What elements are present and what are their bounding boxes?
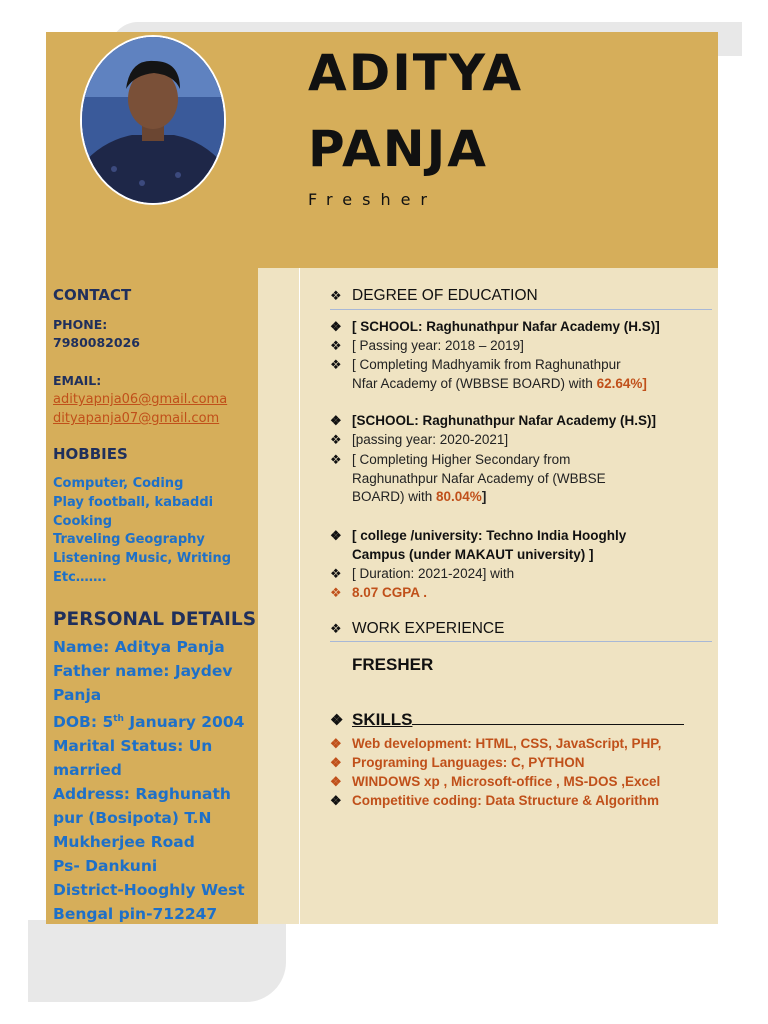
school1-title: [ SCHOOL: Raghunathpur Nafar Academy (H.S)] <box>352 319 660 334</box>
phone-label: PHONE: <box>53 317 108 332</box>
role-title: Fresher <box>308 190 438 209</box>
hobbies-heading: HOBBIES <box>53 445 128 463</box>
school2-passing-row <box>330 431 508 450</box>
contact-heading: CONTACT <box>53 286 132 304</box>
college-title-row <box>330 527 626 564</box>
resume-page <box>46 32 718 924</box>
education-heading-row <box>330 287 538 305</box>
dob-suffix: January 2004 <box>123 713 245 732</box>
college-duration: [ Duration: 2021-2024] with <box>352 566 515 581</box>
email-link-1[interactable]: adityapnja06@gmail.coma <box>53 392 228 407</box>
school2-desc-line3: BOARD) with <box>352 489 437 504</box>
profile-photo <box>80 35 226 205</box>
phone-number: 7980082026 <box>53 335 140 350</box>
bullet-icon: ❖ <box>330 755 342 770</box>
last-name: PANJA <box>308 120 488 178</box>
hobbies-list <box>53 475 231 588</box>
bullet-icon: ❖ <box>330 621 342 636</box>
list-item: Etc……. <box>53 569 107 585</box>
school1-desc-line1: [ Completing Madhyamik from Raghunathpur <box>352 357 621 372</box>
school2-title: [SCHOOL: Raghunathpur Nafar Academy (H.S)] <box>352 413 657 428</box>
skills-heading: SKILLS <box>352 710 413 729</box>
list-item: Ps- Dankuni <box>53 857 158 876</box>
school2-desc-line2: Raghunathpur Nafar Academy of (WBBSE <box>352 470 606 486</box>
email-link-2[interactable]: dityapanja07@gmail.com <box>53 411 220 426</box>
work-heading-row <box>330 620 504 638</box>
college-title <box>352 527 626 564</box>
school2-score-close: ] <box>481 489 487 504</box>
skills-heading-row <box>330 710 684 730</box>
school1-passing: [ Passing year: 2018 – 2019] <box>352 338 524 353</box>
bullet-icon: ❖ <box>330 585 342 600</box>
bullet-icon: ❖ <box>330 288 342 303</box>
email-label: EMAIL: <box>53 373 102 388</box>
list-item: Panja <box>53 686 102 704</box>
bullet-icon: ❖ <box>330 736 342 751</box>
bullet-icon: ❖ <box>330 413 342 428</box>
school2-score: 80.04% <box>436 489 482 504</box>
skill-item <box>330 734 661 753</box>
list-item: Name: Aditya Panja <box>53 638 225 656</box>
list-item: Mukherjee Road <box>53 833 195 852</box>
bullet-icon: ❖ <box>330 793 342 808</box>
dob-sup: th <box>113 714 124 724</box>
skills-underline <box>412 710 684 725</box>
bullet-icon: ❖ <box>330 357 342 372</box>
bullet-icon: ❖ <box>330 528 342 543</box>
skill-text: Competitive coding: Data Structure & Algorithm <box>352 793 660 808</box>
college-title-line1: [ college /university: Techno India Hooghly <box>352 528 627 543</box>
school1-score: 62.64%] <box>596 375 647 391</box>
college-cgpa: 8.07 CGPA . <box>352 585 428 600</box>
work-heading: WORK EXPERIENCE <box>352 620 505 637</box>
bullet-icon: ❖ <box>330 774 342 789</box>
list-item: Traveling Geography <box>53 532 205 548</box>
list-item: Bengal pin-712247 <box>53 905 218 924</box>
bullet-icon: ❖ <box>330 566 342 581</box>
education-heading: DEGREE OF EDUCATION <box>352 287 538 304</box>
list-item: pur (Bosipota) T.N <box>53 809 212 828</box>
college-title-line2: Campus (under MAKAUT university) ] <box>352 546 594 562</box>
bullet-icon: ❖ <box>330 432 342 447</box>
personal-details-list <box>53 635 253 926</box>
first-name: ADITYA <box>308 44 524 102</box>
school2-desc <box>352 451 606 507</box>
dob-line <box>53 707 253 734</box>
skill-item <box>330 772 660 791</box>
decorative-shape-bottom <box>28 920 286 1002</box>
school1-desc-line2: Nfar Academy of (WBBSE BOARD) with <box>352 375 597 391</box>
skill-text: WINDOWS xp , Microsoft-office , MS-DOS ,Excel <box>352 774 661 789</box>
college-duration-row <box>330 565 514 584</box>
school1-title-row <box>330 318 660 337</box>
dob-prefix: DOB: 5 <box>53 713 114 732</box>
personal-details-heading: PERSONAL DETAILS <box>53 609 257 630</box>
resume-header <box>46 32 718 268</box>
skill-item <box>330 791 659 810</box>
school2-desc-row <box>330 451 606 507</box>
school2-passing: [passing year: 2020-2021] <box>352 432 509 447</box>
bullet-icon: ❖ <box>330 338 342 353</box>
bullet-icon: ❖ <box>330 319 342 334</box>
skill-item <box>330 753 585 772</box>
list-item: Marital Status: Un <box>53 737 213 756</box>
school2-title-row <box>330 412 656 431</box>
section-rule <box>330 309 712 310</box>
list-item: Computer, Coding <box>53 476 184 491</box>
list-item: married <box>53 761 122 780</box>
list-item: Cooking <box>53 513 113 529</box>
section-rule <box>330 641 712 642</box>
skill-text: Web development: HTML, CSS, JavaScript, PHP, <box>352 736 662 751</box>
work-status: FRESHER <box>352 655 434 674</box>
college-cgpa-row <box>330 584 427 603</box>
school1-desc-row <box>330 356 647 393</box>
bullet-icon: ❖ <box>330 452 342 467</box>
list-item: Father name: Jaydev <box>53 662 233 680</box>
profile-photo-image <box>82 37 224 203</box>
school1-passing-row <box>330 337 524 356</box>
bullet-icon: ❖ <box>330 712 344 729</box>
column-divider <box>258 268 300 924</box>
school1-desc <box>352 356 647 393</box>
list-item: District-Hooghly West <box>53 881 245 900</box>
list-item: Play football, kabaddi <box>53 494 214 510</box>
list-item: Listening Music, Writing <box>53 551 232 567</box>
list-item: Address: Raghunath <box>53 785 231 804</box>
school2-desc-line1: [ Completing Higher Secondary from <box>352 452 571 467</box>
skill-text: Programing Languages: C, PYTHON <box>352 755 585 770</box>
